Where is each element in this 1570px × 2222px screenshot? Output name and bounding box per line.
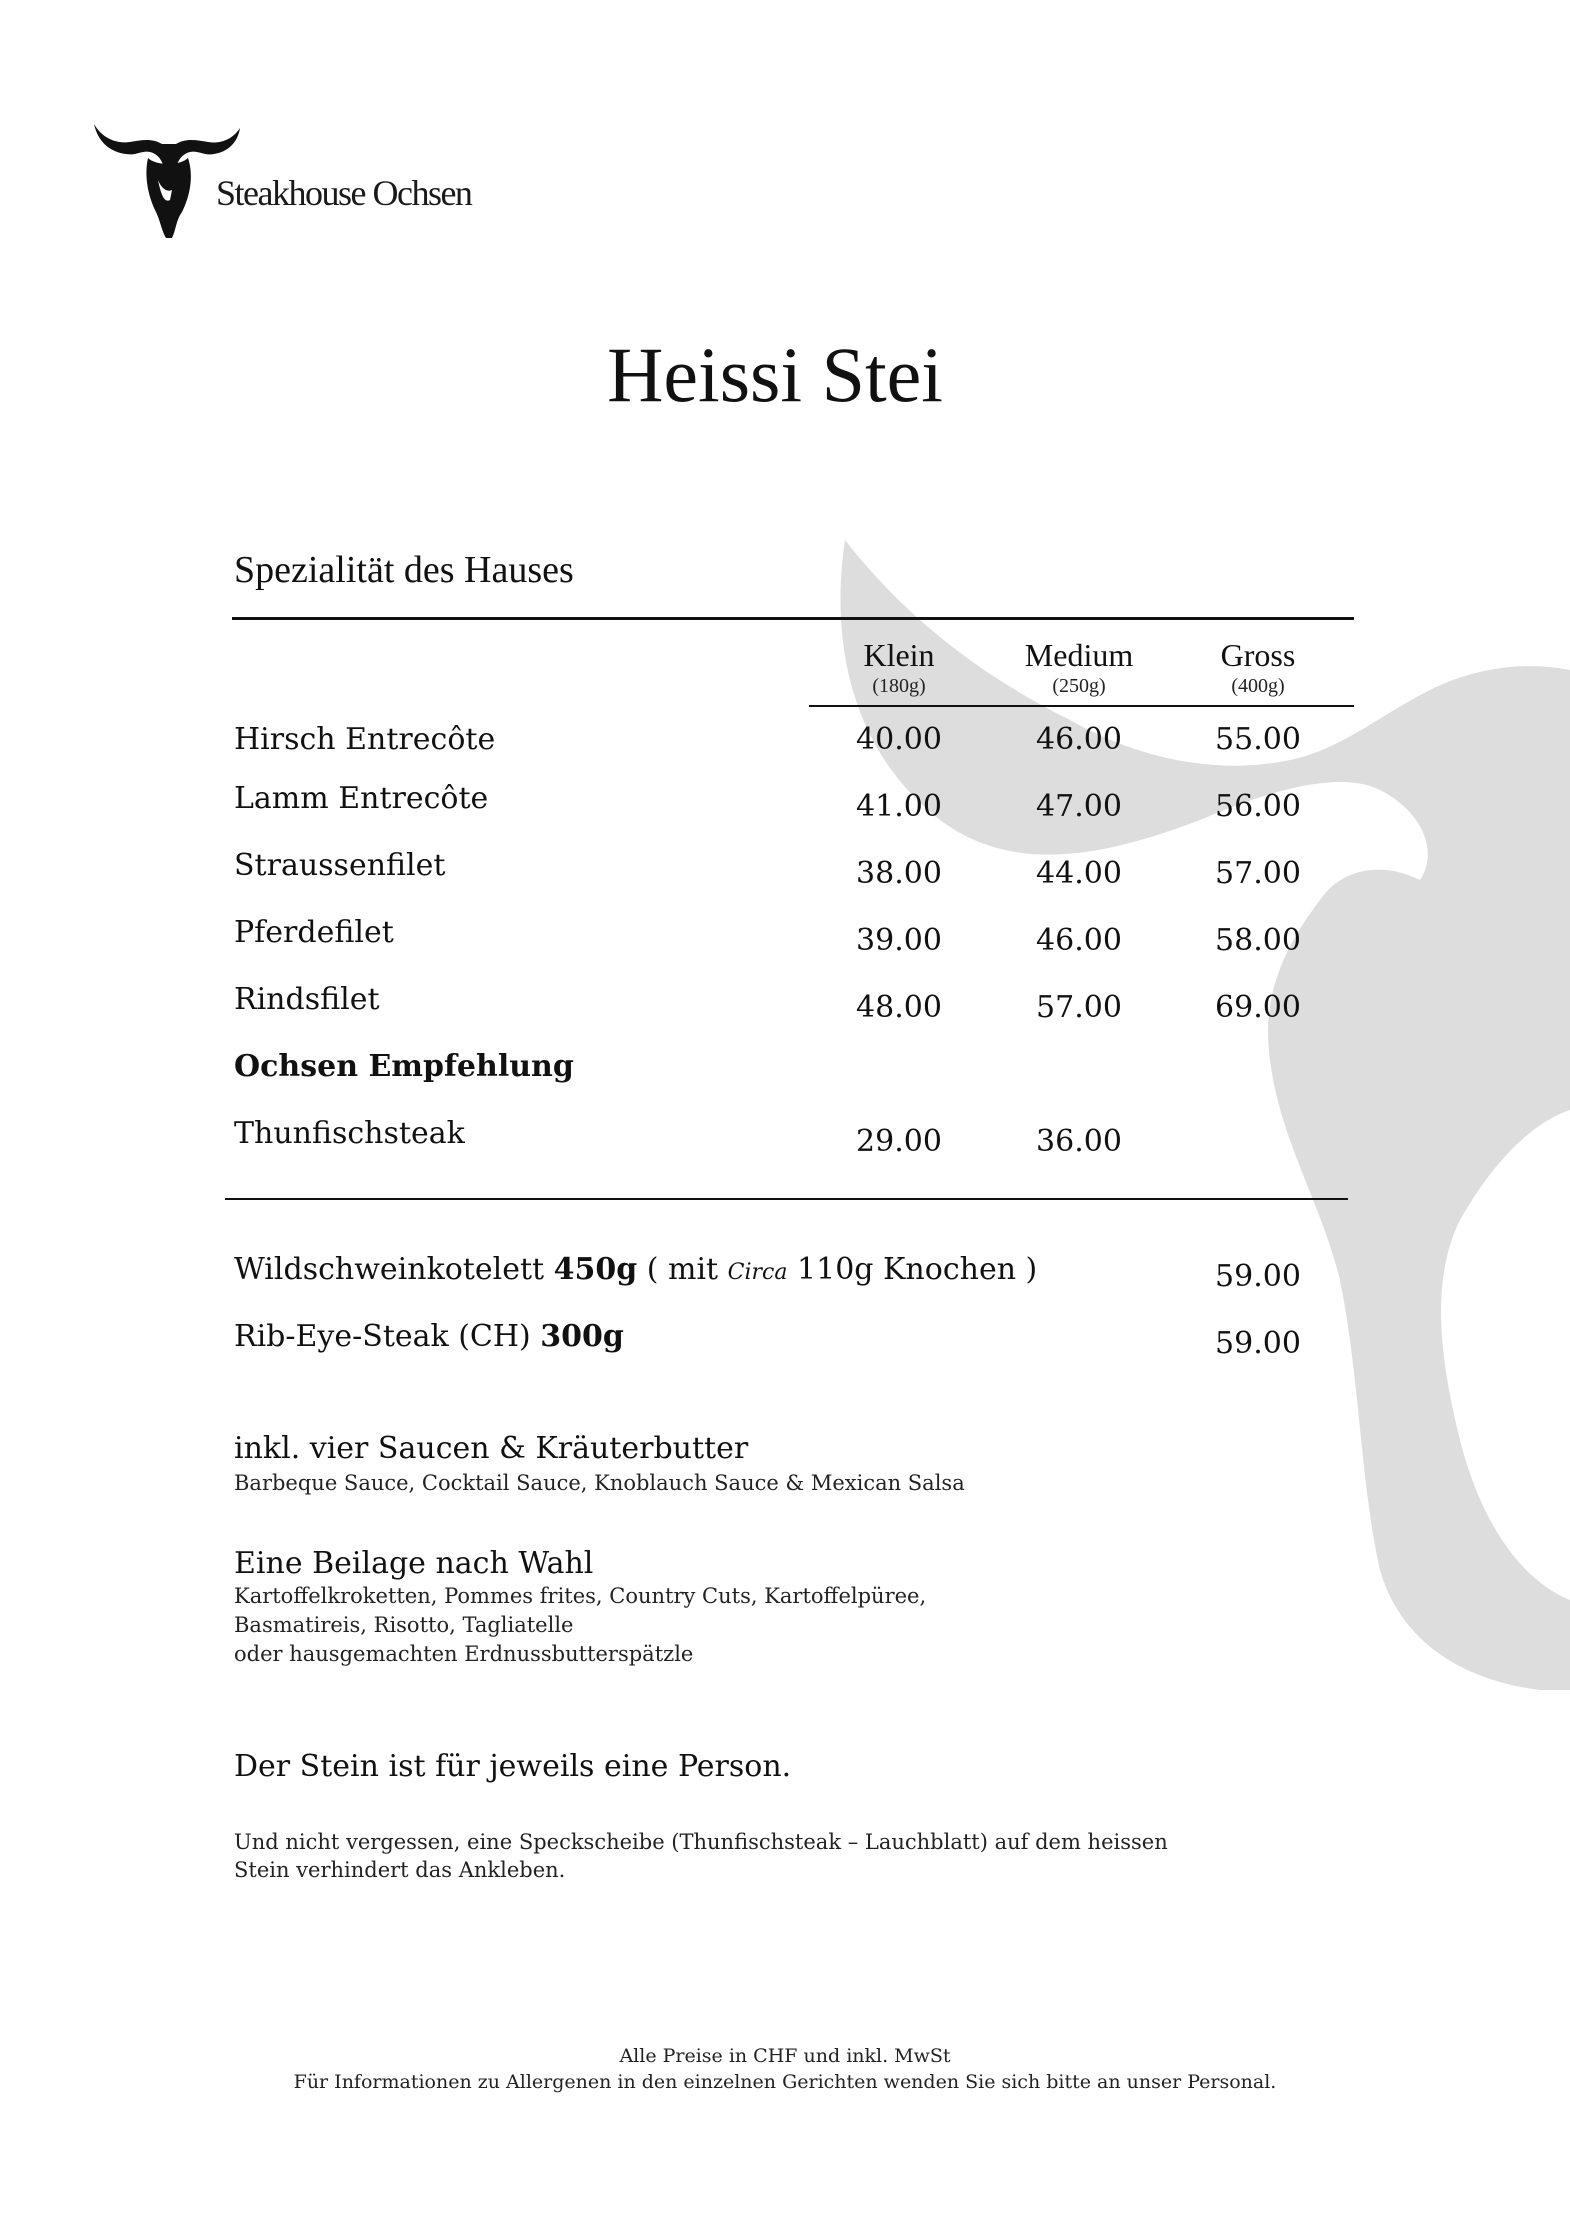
price-klein: 40.00 bbox=[856, 722, 942, 757]
column-header-gross: Gross bbox=[1220, 637, 1296, 673]
price-klein: 41.00 bbox=[856, 789, 942, 824]
section-bottom-rule bbox=[225, 1198, 1348, 1200]
page-title: Heissi Stei bbox=[607, 331, 943, 418]
recommendation-heading: Ochsen Empfehlung bbox=[234, 1049, 574, 1084]
special-item-name: Rib-Eye-Steak (CH) 300g bbox=[234, 1319, 624, 1354]
menu-item-name: Hirsch Entrecôte bbox=[234, 722, 496, 757]
price-klein: 29.00 bbox=[856, 1124, 942, 1159]
menu-item-name: Rindsfilet bbox=[234, 982, 380, 1017]
menu-item-name: Lamm Entrecôte bbox=[234, 781, 489, 816]
sides-line: oder hausgemachten Erdnussbutterspätzle bbox=[234, 1642, 694, 1666]
price-klein: 48.00 bbox=[856, 990, 942, 1025]
column-header-rule bbox=[809, 705, 1354, 707]
price-klein: 38.00 bbox=[856, 856, 942, 891]
menu-item-name: Pferdefilet bbox=[234, 915, 394, 950]
price-klein: 39.00 bbox=[856, 923, 942, 958]
price-gross: 55.00 bbox=[1215, 722, 1301, 757]
price-medium: 36.00 bbox=[1036, 1124, 1122, 1159]
menu-item-name: Straussenfilet bbox=[234, 848, 446, 883]
tip-line: Stein verhindert das Ankleben. bbox=[234, 1858, 566, 1882]
column-weight-klein: (180g) bbox=[872, 675, 926, 697]
price-gross: 57.00 bbox=[1215, 856, 1301, 891]
price-gross: 56.00 bbox=[1215, 789, 1301, 824]
special-price: 59.00 bbox=[1215, 1326, 1301, 1361]
price-gross: 69.00 bbox=[1215, 990, 1301, 1025]
price-medium: 44.00 bbox=[1036, 856, 1122, 891]
sauces-text: Barbeque Sauce, Cocktail Sauce, Knoblauch Sauce & Mexican Salsa bbox=[234, 1471, 965, 1495]
column-weight-gross: (400g) bbox=[1231, 675, 1285, 697]
special-item-name: Wildschweinkotelett 450g ( mit Circa 110g Knochen ) bbox=[234, 1252, 1038, 1287]
price-medium: 46.00 bbox=[1036, 722, 1122, 757]
section-title: Spezialität des Hauses bbox=[234, 549, 574, 591]
tip-line: Und nicht vergessen, eine Speckscheibe (Thunfischsteak – Lauchblatt) auf dem heissen bbox=[234, 1830, 1168, 1854]
sides-line: Basmatireis, Risotto, Tagliatelle bbox=[234, 1613, 574, 1637]
sides-line: Kartoffelkroketten, Pommes frites, Country Cuts, Kartoffelpüree, bbox=[234, 1584, 927, 1608]
price-medium: 47.00 bbox=[1036, 789, 1122, 824]
section-top-rule bbox=[232, 617, 1354, 620]
price-medium: 57.00 bbox=[1036, 990, 1122, 1025]
price-gross: 58.00 bbox=[1215, 923, 1301, 958]
sides-heading: Eine Beilage nach Wahl bbox=[234, 1546, 594, 1581]
special-price: 59.00 bbox=[1215, 1259, 1301, 1294]
price-medium: 46.00 bbox=[1036, 923, 1122, 958]
footer-price-info: Alle Preise in CHF und inkl. MwSt bbox=[619, 2045, 951, 2067]
column-weight-medium: (250g) bbox=[1052, 675, 1106, 697]
column-header-klein: Klein bbox=[863, 637, 935, 673]
person-note: Der Stein ist für jeweils eine Person. bbox=[234, 1749, 792, 1784]
column-header-medium: Medium bbox=[1024, 637, 1134, 673]
brand-name: Steakhouse Ochsen bbox=[216, 173, 472, 213]
menu-item-name: Thunfischsteak bbox=[234, 1116, 465, 1151]
sauces-heading: inkl. vier Saucen & Kräuterbutter bbox=[234, 1431, 749, 1466]
footer-allergen-info: Für Informationen zu Allergenen in den einzelnen Gerichten wenden Sie sich bitte an unser Personal. bbox=[293, 2071, 1277, 2093]
bull-horn-watermark-icon bbox=[820, 520, 1570, 1720]
